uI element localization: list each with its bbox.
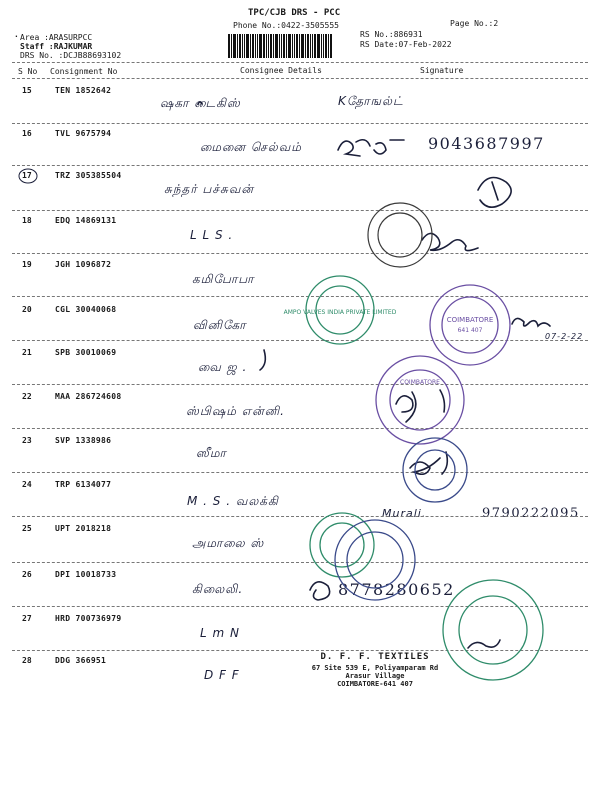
consignment-number: JGH 1096872 — [55, 260, 112, 269]
col-signature: Signature — [420, 66, 464, 75]
stamp-city: COIMBATORE-641 407 — [337, 680, 413, 688]
consignment-number: SPB 30010069 — [55, 348, 117, 357]
consignment-number: TVL 9675794 — [55, 129, 112, 138]
consignment-number: TRZ 305385504 — [55, 171, 122, 180]
stamp-village: Arasur Village — [345, 672, 405, 680]
row-number: 16 — [22, 129, 32, 138]
vigor-parts-stamp — [430, 285, 510, 365]
signature-phone: 9043687997 — [428, 134, 545, 153]
consignment-number: HRD 700736979 — [55, 614, 122, 623]
row-number: 25 — [22, 524, 32, 533]
signature-text: Kதோஙல்ட் — [338, 94, 404, 108]
consignee-name: வினிகோ — [193, 318, 247, 332]
vigor-parts-stamp-2 — [403, 438, 467, 502]
consignee-name: சுந்தர் பச்சுவன் — [164, 182, 254, 196]
row-number: 23 — [22, 436, 32, 445]
consignee-name: M . S . வலக்கி — [187, 494, 279, 508]
stamp-address: 67 Site 539 E, Poliyamparam Rd — [311, 664, 439, 672]
consignee-name: வை ஜ . — [198, 360, 248, 374]
rs-date: RS Date:07-Feb-2022 — [360, 40, 452, 49]
signature-phone: 9790222095 — [482, 506, 580, 521]
consignee-name: கமிபோபா — [192, 272, 255, 286]
page-number: Page No.:2 — [450, 19, 499, 28]
consignee-name: D F F — [204, 668, 240, 682]
corner-mark: · — [14, 32, 19, 41]
stamp-text: AMPO VALVES INDIA PRIVATE LIMITED — [283, 309, 397, 316]
purple-round-stamp — [335, 520, 415, 600]
row-number: 18 — [22, 216, 32, 225]
consignee-name: கிலைலி. — [192, 582, 244, 596]
consignment-number: SVP 1338986 — [55, 436, 112, 445]
signature-name: Murali. — [382, 507, 427, 520]
consignee-name: L L S . — [190, 228, 234, 242]
staff-label: Staff :RAJKUMAR — [20, 42, 93, 51]
consignment-number: EDQ 14869131 — [55, 216, 117, 225]
stamp-city: COIMBATORE — [446, 316, 494, 324]
phone-number: Phone No.:0422-3505555 — [233, 21, 339, 30]
consignee-name: ஸீமா — [196, 446, 227, 460]
green-round-stamp — [310, 513, 374, 577]
stamp-company: D. F. F. TEXTILES — [320, 652, 430, 662]
row-number: 26 — [22, 570, 32, 579]
col-consignee: Consignee Details — [240, 66, 322, 75]
lls-stamp — [368, 203, 432, 267]
report-title: TPC/CJB DRS - PCC — [248, 8, 341, 18]
stamp-city: COIMBATORE — [400, 379, 440, 386]
row-number: 24 — [22, 480, 32, 489]
row-number: 15 — [22, 86, 32, 95]
steer-engineering-stamp — [376, 356, 464, 444]
ampo-valves-stamp — [284, 276, 397, 344]
consignment-number: MAA 286724608 — [55, 392, 122, 401]
consignee-name: ஸ்பிஷம் என்னி. — [186, 404, 285, 418]
stamp-pin: 641 407 — [457, 327, 483, 334]
rs-number: RS No.:886931 — [360, 30, 423, 39]
consignment-number: DPI 10018733 — [55, 570, 117, 579]
col-sno: S No — [18, 67, 38, 76]
consignment-number: DDG 366951 — [55, 656, 107, 665]
row-number: 22 — [22, 392, 32, 401]
area-label: Area :ARASURPCC — [20, 33, 93, 42]
dff-textiles-stamp — [285, 652, 465, 688]
signature-phone: 8778280652 — [338, 580, 455, 599]
consignment-number: TEN 1852642 — [55, 86, 112, 95]
row-number: 27 — [22, 614, 32, 623]
row-number: 19 — [22, 260, 32, 269]
drs-number: DRS No. :DCJB88693102 — [20, 51, 122, 60]
consignee-name: அமாலை ஸ் — [192, 536, 265, 550]
consignment-number: CGL 30040068 — [55, 305, 117, 314]
row-number: 17 — [22, 171, 32, 180]
row-number: 28 — [22, 656, 32, 665]
row-number: 20 — [22, 305, 32, 314]
consignee-name: மைனை செல்வம் — [200, 140, 302, 154]
consignment-number: TRP 6134077 — [55, 480, 112, 489]
consignee-name: L m N — [200, 626, 240, 640]
row-number: 21 — [22, 348, 32, 357]
signature-date: 07-2-22 — [545, 332, 584, 341]
consignee-name: ஷகா டைகிஸ் — [160, 96, 241, 110]
consignment-number: UPT 2018218 — [55, 524, 112, 533]
col-consignment: Consignment No — [50, 67, 118, 76]
